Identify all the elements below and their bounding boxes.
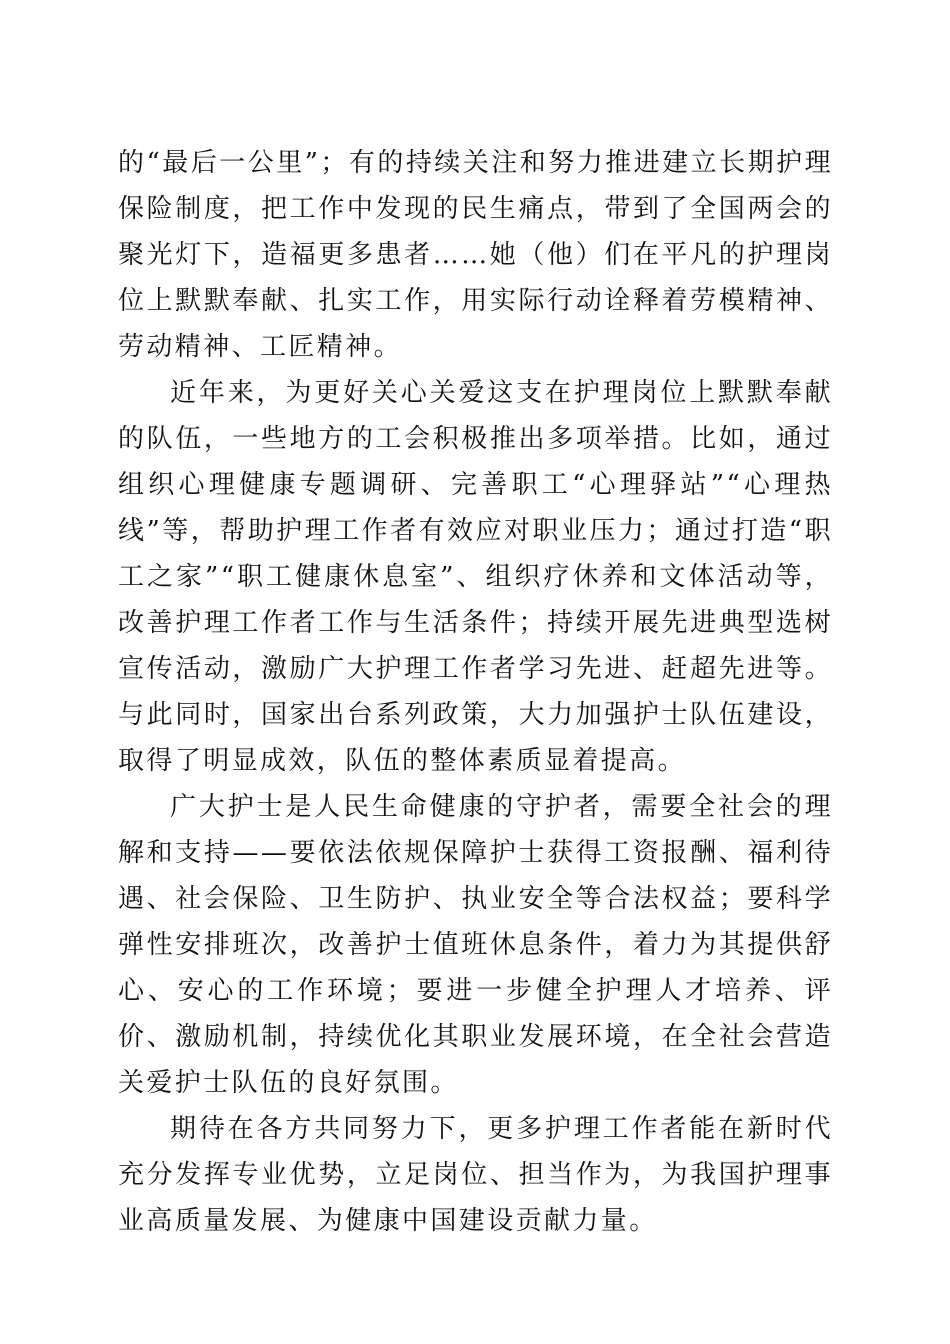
paragraph-closing: 期待在各方共同努力下，更多护理工作者能在新时代充分发挥专业优势，立足岗位、担当作为，为我国护理事业高质量发展、为健康中国建设贡献力量。 (118, 1114, 833, 1236)
paragraph-continuation: 的“最后一公里”；有的持续关注和努力推进建立长期护理保险制度，把工作中发现的民生痛点，带到了全国两会的聚光灯下，造福更多患者……她（他）们在平凡的护理岗位上默默奉献、扎实工作，用实际行动诠释着劳模精神、劳动精神、工匠精神。 (118, 148, 833, 362)
document-body (118, 140, 833, 1244)
paragraph-nurse-support: 广大护士是人民生命健康的守护者，需要全社会的理解和支持——要依法依规保障护士获得工资报酬、福利待遇、社会保险、卫生防护、执业安全等合法权益；要科学弹性安排班次，改善护士值班休息条件，着力为其提供舒心、安心的工作环境；要进一步健全护理人才培养、评价、激励机制，持续优化其职业发展环境，在全社会营造关爱护士队伍的良好氛围。 (118, 792, 833, 1098)
paragraph-union-measures: 近年来，为更好关心关爱这支在护理岗位上默默奉献的队伍，一些地方的工会积极推出多项举措。比如，通过组织心理健康专题调研、完善职工“心理驿站”“心理热线”等，帮助护理工作者有效应对职业压力；通过打造“职工之家”“职工健康休息室”、组织疗休养和文体活动等，改善护理工作者工作与生活条件；持续开展先进典型选树宣传活动，激励广大护理工作者学习先进、赶超先进等。与此同时，国家出台系列政策，大力加强护士队伍建设，取得了明显成效，队伍的整体素质显着提高。 (118, 378, 833, 776)
